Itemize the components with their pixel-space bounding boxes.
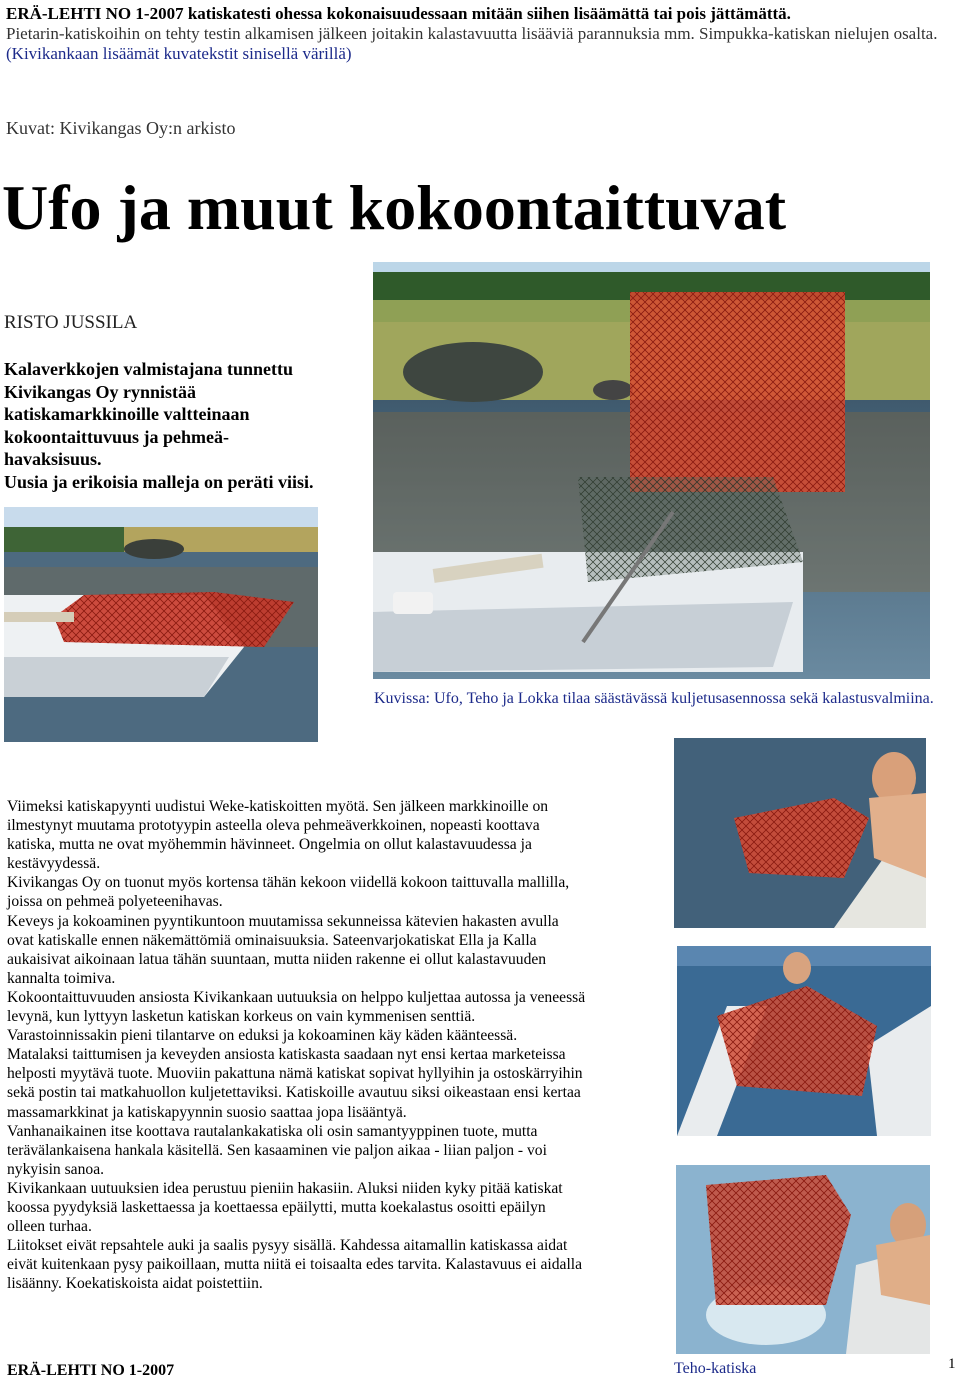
body-paragraph: Kokoontaittuvuuden ansiosta Kivikankaan uutuuksia on helppo kuljettaa autossa ja veneessä levynä, kun lyttyyn lasketun katiskan korkeus on vain kymmenisen senttiä. Varastoinnissakin pieni tilantarve on eduksi ja kokoaminen käy käden käänteessä.	[7, 988, 586, 1045]
lead-paragraph	[4, 358, 366, 493]
intro-blue-note: (Kivikankaan lisäämät kuvatekstit sinisellä värillä)	[6, 44, 352, 63]
body-paragraph: Liitokset eivät repsahtele auki ja saalis pysyy sisällä. Kahdessa aitamallin katiskassa aidat eivät kuitenkaan pysy paikoillaan, mutta niitä ei toisaalta edes tarvita. Kalastavuus ei aidalla lisäänny. Koekatiskoista aidat poistettiin.	[7, 1237, 583, 1293]
page-title: Ufo ja muut kokoontaittuvat	[2, 172, 787, 243]
lead-line: kokoontaittuvuus ja pehmeä-	[4, 426, 230, 447]
caption-teho: Teho-katiska	[674, 1360, 757, 1377]
lead-line: Kalaverkkojen valmistajana tunnettu	[4, 359, 294, 379]
footer-publication: ERÄ-LEHTI NO 1-2007	[7, 1362, 175, 1379]
lead-line: katiskamarkkinoille valtteinaan	[4, 404, 250, 424]
photo-teho-2	[677, 946, 931, 1136]
article-body	[7, 797, 587, 1293]
lead-line: Kivikangas Oy rynnistää	[4, 381, 197, 402]
photo-teho-3	[676, 1165, 930, 1354]
photo-teho-1	[674, 738, 926, 928]
caption-main: Kuvissa: Ufo, Teho ja Lokka tilaa säästävässä kuljetusasennossa sekä kalastusvalmiina.	[374, 690, 934, 707]
lead-line: havaksisuus.	[4, 449, 102, 469]
author: RISTO JUSSILA	[4, 312, 138, 333]
lead-line: Uusia ja erikoisia malleja on peräti viisi.	[4, 471, 314, 492]
photo-traps-on-boat	[373, 262, 930, 679]
intro-block	[6, 4, 956, 64]
body-paragraph: Viimeksi katiskapyynti uudistui Weke-katiskoitten myötä. Sen jälkeen markkinoille on ilmestynyt muutama prototyypin asteella oleva pehmeäverkkoinen, nopeasti koottava katiska, mutta ne ovat myöhemmin hävinneet. Ongelmia on ollut kalastavuudessa ja kestävyydessä.	[7, 798, 549, 873]
body-paragraph: Vanhanaikainen itse koottava rautalankakatiska oli osin samantyyppinen tuote, mutta terävälankaisena hankala käsitellä. Sen kasaaminen vie paljon aikaa - liian paljon - voi nykyisin sanoa.	[7, 1122, 547, 1178]
page-number: 1	[948, 1356, 956, 1372]
photo-credit: Kuvat: Kivikangas Oy:n arkisto	[6, 118, 236, 138]
body-paragraph: Matalaksi taittumisen ja keveyden ansiosta katiskasta saadaan nyt ensi kertaa marketeissa helposti myytävä tuote. Muoviin pakattuna nämä katiskat sopivat hyllyihin ja ostoskärryihin sekä postin tai matkahuollon kuljetettaviksi. Katiskoille avautuu siksi oikeastaan ensi kertaa massamarkkinat ja katiskapyynnin suosio saattaa jopa lisääntyä.	[7, 1046, 583, 1121]
body-paragraph: Keveys ja kokoaminen pyyntikuntoon muutamissa sekunneissa kätevien hakasten avulla ovat katiskalle ennen näkemättömiä ominaisuuksia. Sateenvarjokatiskat Ella ja Kalla aukaisivat aikoinaan latua tähän suuntaan, mutta niiden rakenne ei ollut kalastavuuden kannalta toimiva.	[7, 912, 559, 987]
intro-note: Pietarin-katiskoihin on tehty testin alkamisen jälkeen joitakin kalastavuutta lisääviä parannuksia mm. Simpukka-katiskan nielujen osalta.	[6, 24, 938, 43]
photo-folded-trap	[4, 507, 318, 742]
intro-bold-line: ERÄ-LEHTI NO 1-2007 katiskatesti ohessa kokonaisuudessaan mitään siihen lisäämättä tai pois jättämättä.	[6, 4, 791, 23]
body-paragraph: Kivikankaan uutuuksien idea perustuu pieniin hakasiin. Aluksi niiden kyky pitää katiskat koossa pyydyksiä laskettaessa ja koettaessa epäilytti, mutta koekalastus osoitti epäilyn olleen turhaa.	[7, 1179, 563, 1236]
body-paragraph: Kivikangas Oy on tuonut myös kortensa tähän kekoon viidellä kokoon taittuvalla mallilla, joissa on pehmeä polyeteenihavas.	[7, 874, 570, 911]
